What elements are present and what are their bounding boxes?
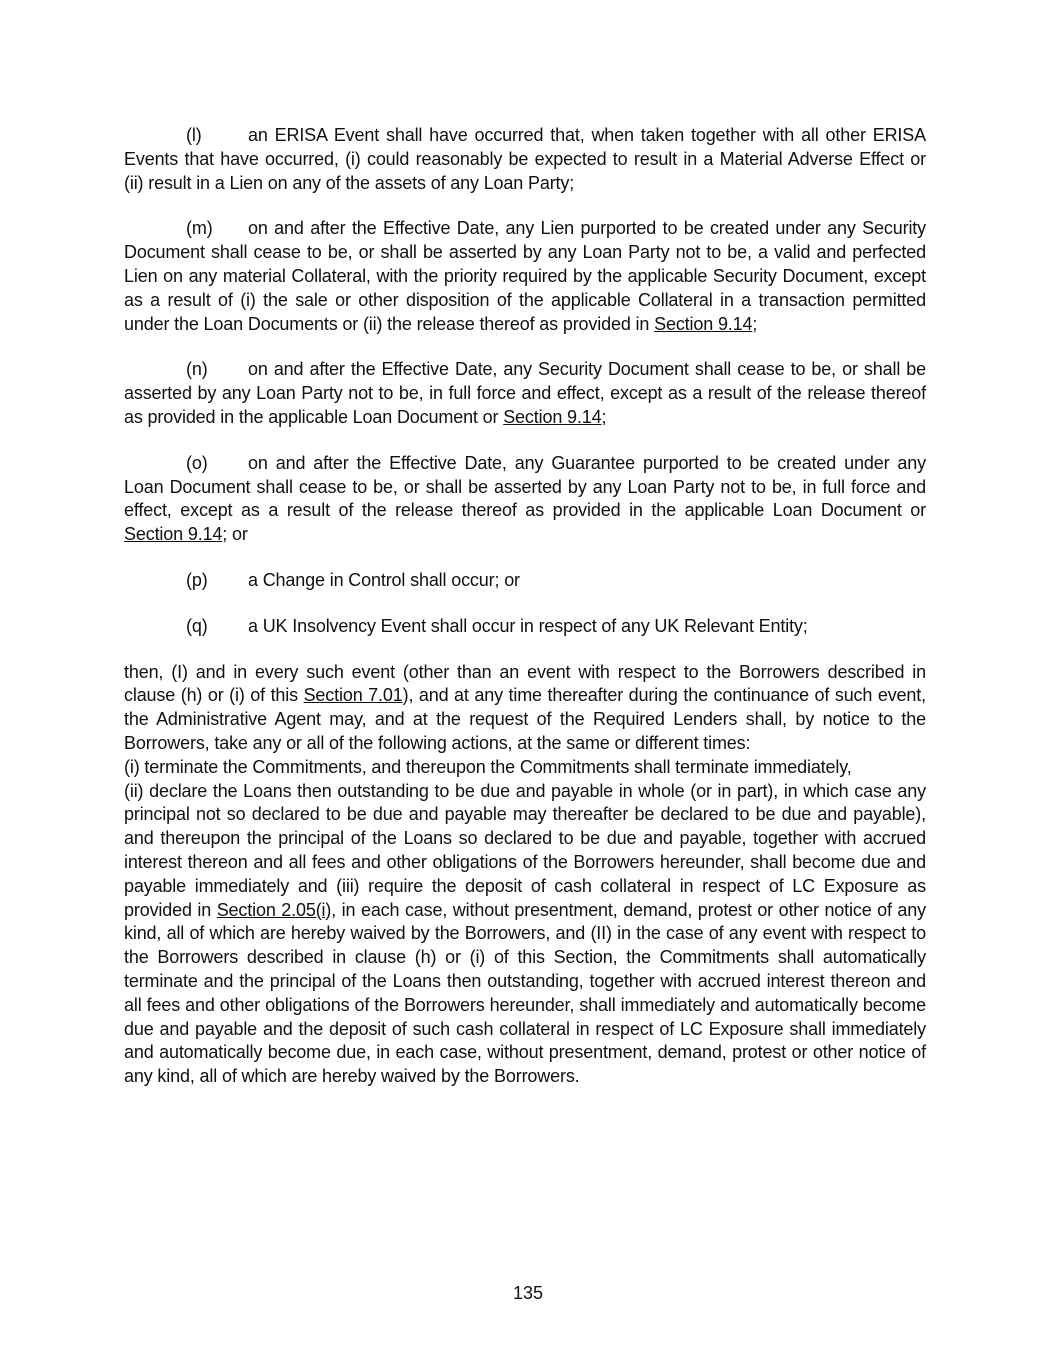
clause-m [124,217,926,336]
clause-end: ; [752,313,758,334]
page-number: 135 [512,1283,544,1303]
clause-text: on and after the Effective Date, any Guarantee purported to be created under any Loan Document shall cease to be, or shall be asserted by any Loan Party not to be, in full force and effect, except as a result of the release thereof as provided in the applicable Loan Document or [124,452,926,521]
document-body [124,124,926,1107]
clause-q [124,615,926,639]
clause-o [124,452,926,547]
section-reference-link[interactable]: Section 2.05(i) [216,899,332,920]
section-reference-link[interactable]: Section 9.14 [654,313,753,334]
section-reference-link[interactable]: Section 9.14 [503,406,602,427]
section-reference-link[interactable]: Section 7.01 [303,685,403,706]
clause-text: a Change in Control shall occur; or [248,569,520,590]
clause-text: on and after the Effective Date, any Lien purported to be created under any Security Document shall cease to be, or shall be asserted by any Loan Party not to be, a valid and perfected Lien on any material Collateral, with the priority required by the applicable Security Document, except as a result of (i) the sale or other disposition of the applicable Collateral in a transaction permitted under the Loan Documents or (ii) the release thereof as provided in [124,218,926,334]
remedies-text-5: , in each case, without presentment, demand, protest or other notice of any kind, all of which are hereby waived by the Borrowers, and (II) in the case of any event with respect to the Borrowers described in clause (h) or (i) of this Section, the Commitments shall automatically terminate and the principal of the Loans then outstanding, together with accrued interest thereon and all fees and other obligations of the Borrowers hereunder, shall immediately and automatically become due and payable and the deposit of such cash collateral in respect of LC Exposure shall immediately and automatically become due, in each case, without presentment, demand, protest or other notice of any kind, all of which are hereby waived by the Borrowers. [124,899,927,1087]
clause-label: (p) [186,569,208,590]
clause-label: (l) [186,125,202,145]
remedies-text-4: (ii) declare the Loans then outstanding to be due and payable in whole (or in part), in which case any principal not so declared to be due and payable may thereafter be declared to be due and payable), and thereupon the principal of the Loans so declared to be due and payable, together with accrued interest thereon and all fees and other obligations of the Borrowers hereunder, shall become due and payable immediately and (iii) require the deposit of cash collateral in respect of LC Exposure as provided in [124,780,926,920]
clause-label: (m) [186,218,213,239]
clause-text: on and after the Effective Date, any Security Document shall cease to be, or shall be asserted by any Loan Party not to be, in full force and effect, except as a result of the release thereof as provided in the applicable Loan Document or [124,359,926,427]
clause-n [124,358,926,429]
clause-p [124,569,926,593]
remedies-text-1: then, (I) and in every such event (other than an event with respect to the Borrowers described in clause (h) or (i) of this [124,661,926,706]
remedies-text-2: ), and at any time thereafter during the continuance of such event, the Administrative Agent may, and at the request of the Required Lenders shall, by notice to the Borrowers, take any or all of the following actions, at the same or different times: [124,685,926,753]
clause-text: a UK Insolvency Event shall occur in respect of any UK Relevant Entity; [248,615,808,636]
remedies-paragraph [124,661,926,1089]
clause-label: (o) [186,452,208,473]
section-reference-link[interactable]: Section 9.14 [124,524,223,545]
clause-end: ; or [222,524,248,545]
remedies-text-3: (i) terminate the Commitments, and thereupon the Commitments shall terminate immediately, [124,756,852,777]
clause-l [124,124,926,195]
clause-end: ; [601,406,607,427]
clause-label: (n) [186,359,208,380]
clause-text: an ERISA Event shall have occurred that, when taken together with all other ERISA Events that have occurred, (i) could reasonably be expected to result in a Material Adverse Effect or (ii) result in a Lien on any of the assets of any Loan Party; [124,125,926,193]
clause-label: (q) [186,615,208,636]
